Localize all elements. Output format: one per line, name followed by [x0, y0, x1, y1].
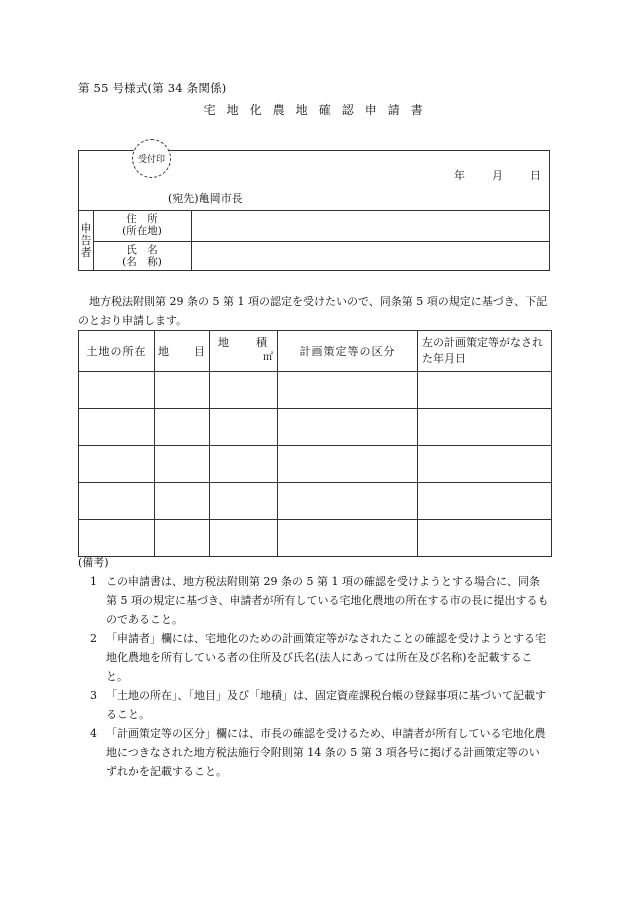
note-item	[78, 629, 550, 686]
cell-location[interactable]	[79, 483, 155, 520]
note-item	[78, 686, 550, 724]
name-label-line2: (名 称)	[122, 256, 162, 268]
cell-plan-type[interactable]	[278, 483, 418, 520]
notes-heading: (備考)	[78, 556, 109, 569]
divider-line	[191, 210, 192, 270]
header-area-unit: ㎡	[263, 352, 273, 363]
note-number: 1	[90, 575, 97, 588]
cell-location[interactable]	[79, 409, 155, 446]
address-label	[93, 213, 191, 237]
note-text: 「計画策定等の区分」欄には、市長の確認を受けるため、申請者が所有している宅地化農地につきなされた地方税法施行令附則第 14 条の 5 第 3 項各号に掲げる計画策定等のいずれかを記載すること。	[106, 727, 546, 778]
addressee: (宛先)亀岡市長	[168, 192, 243, 205]
address-label-line2: (所在地)	[122, 225, 162, 237]
applicant-label	[79, 210, 93, 271]
applicant-char: 者	[80, 245, 92, 259]
cell-area[interactable]	[210, 483, 278, 520]
cell-location[interactable]	[79, 520, 155, 557]
date-row	[454, 167, 541, 183]
note-text: 「土地の所在」、「地目」及び「地積」は、固定資産課税台帳の登録事項に基づいて記載すること。	[106, 689, 546, 721]
cell-area[interactable]	[210, 409, 278, 446]
name-label-line1: 氏 名	[126, 244, 158, 256]
cell-plan-type[interactable]	[278, 409, 418, 446]
cell-plan-date[interactable]	[418, 372, 552, 409]
header-box	[78, 150, 550, 271]
note-number: 3	[90, 689, 97, 702]
note-text: 「申請者」欄には、宅地化のための計画策定等がなされたことの確認を受けようとする宅地化農地を所有している者の住所及び氏名(法人にあっては所在及び名称)を記載すること。	[106, 632, 546, 683]
header-land-category: 地 目	[155, 331, 210, 372]
document-title: 宅 地 化 農 地 確 認 申 請 書	[203, 103, 427, 117]
address-label-line1: 住 所	[126, 213, 158, 225]
cell-land-category[interactable]	[155, 372, 210, 409]
divider-line	[79, 210, 549, 211]
cell-land-category[interactable]	[155, 409, 210, 446]
cell-land-category[interactable]	[155, 446, 210, 483]
name-field[interactable]	[197, 247, 547, 267]
note-item	[78, 724, 550, 781]
header-location: 土地の所在	[79, 331, 155, 372]
note-item	[78, 572, 550, 629]
date-year: 年	[454, 169, 465, 182]
table-row	[79, 520, 552, 557]
applicant-char: 告	[80, 233, 92, 247]
lead-paragraph: 地方税法附則第 29 条の 5 第 1 項の認定を受けたいので、同条第 5 項の規定に基づき、下記のとおり申請します。	[78, 295, 548, 327]
header-area-char1: 地	[218, 336, 229, 349]
cell-location[interactable]	[79, 446, 155, 483]
cell-plan-type[interactable]	[278, 446, 418, 483]
name-label	[93, 244, 191, 268]
header-area	[210, 331, 278, 372]
header-plan-type: 計画策定等の区分	[278, 331, 418, 372]
date-month: 月	[492, 169, 503, 182]
table-row	[79, 446, 552, 483]
cell-location[interactable]	[79, 372, 155, 409]
note-text: この申請書は、地方税法附則第 29 条の 5 第 1 項の確認を受けようとする場合に、同条第 5 項の規定に基づき、申請者が所有している宅地化農地の所在する市の長に提出するものであること。	[106, 575, 549, 626]
cell-plan-date[interactable]	[418, 409, 552, 446]
table-row	[79, 483, 552, 520]
cell-area[interactable]	[210, 446, 278, 483]
cell-plan-date[interactable]	[418, 446, 552, 483]
cell-plan-date[interactable]	[418, 483, 552, 520]
divider-line	[93, 241, 549, 242]
cell-land-category[interactable]	[155, 483, 210, 520]
cell-area[interactable]	[210, 520, 278, 557]
note-number: 2	[90, 632, 97, 645]
stamp-label: 受付印	[137, 155, 165, 165]
table-row	[79, 409, 552, 446]
address-field[interactable]	[197, 217, 547, 237]
reception-stamp	[132, 139, 171, 178]
date-day: 日	[530, 169, 541, 182]
cell-area[interactable]	[210, 372, 278, 409]
notes-list	[78, 572, 550, 781]
cell-plan-type[interactable]	[278, 520, 418, 557]
note-number: 4	[90, 727, 97, 740]
header-area-char2: 積	[256, 336, 267, 349]
land-table	[78, 330, 552, 557]
header-plan-date: 左の計画策定等がなされた年月日	[418, 331, 552, 372]
cell-plan-date[interactable]	[418, 520, 552, 557]
form-number: 第 55 号様式(第 34 条関係)	[78, 81, 227, 95]
cell-land-category[interactable]	[155, 520, 210, 557]
applicant-char: 申	[80, 221, 92, 235]
cell-plan-type[interactable]	[278, 372, 418, 409]
table-row	[79, 372, 552, 409]
